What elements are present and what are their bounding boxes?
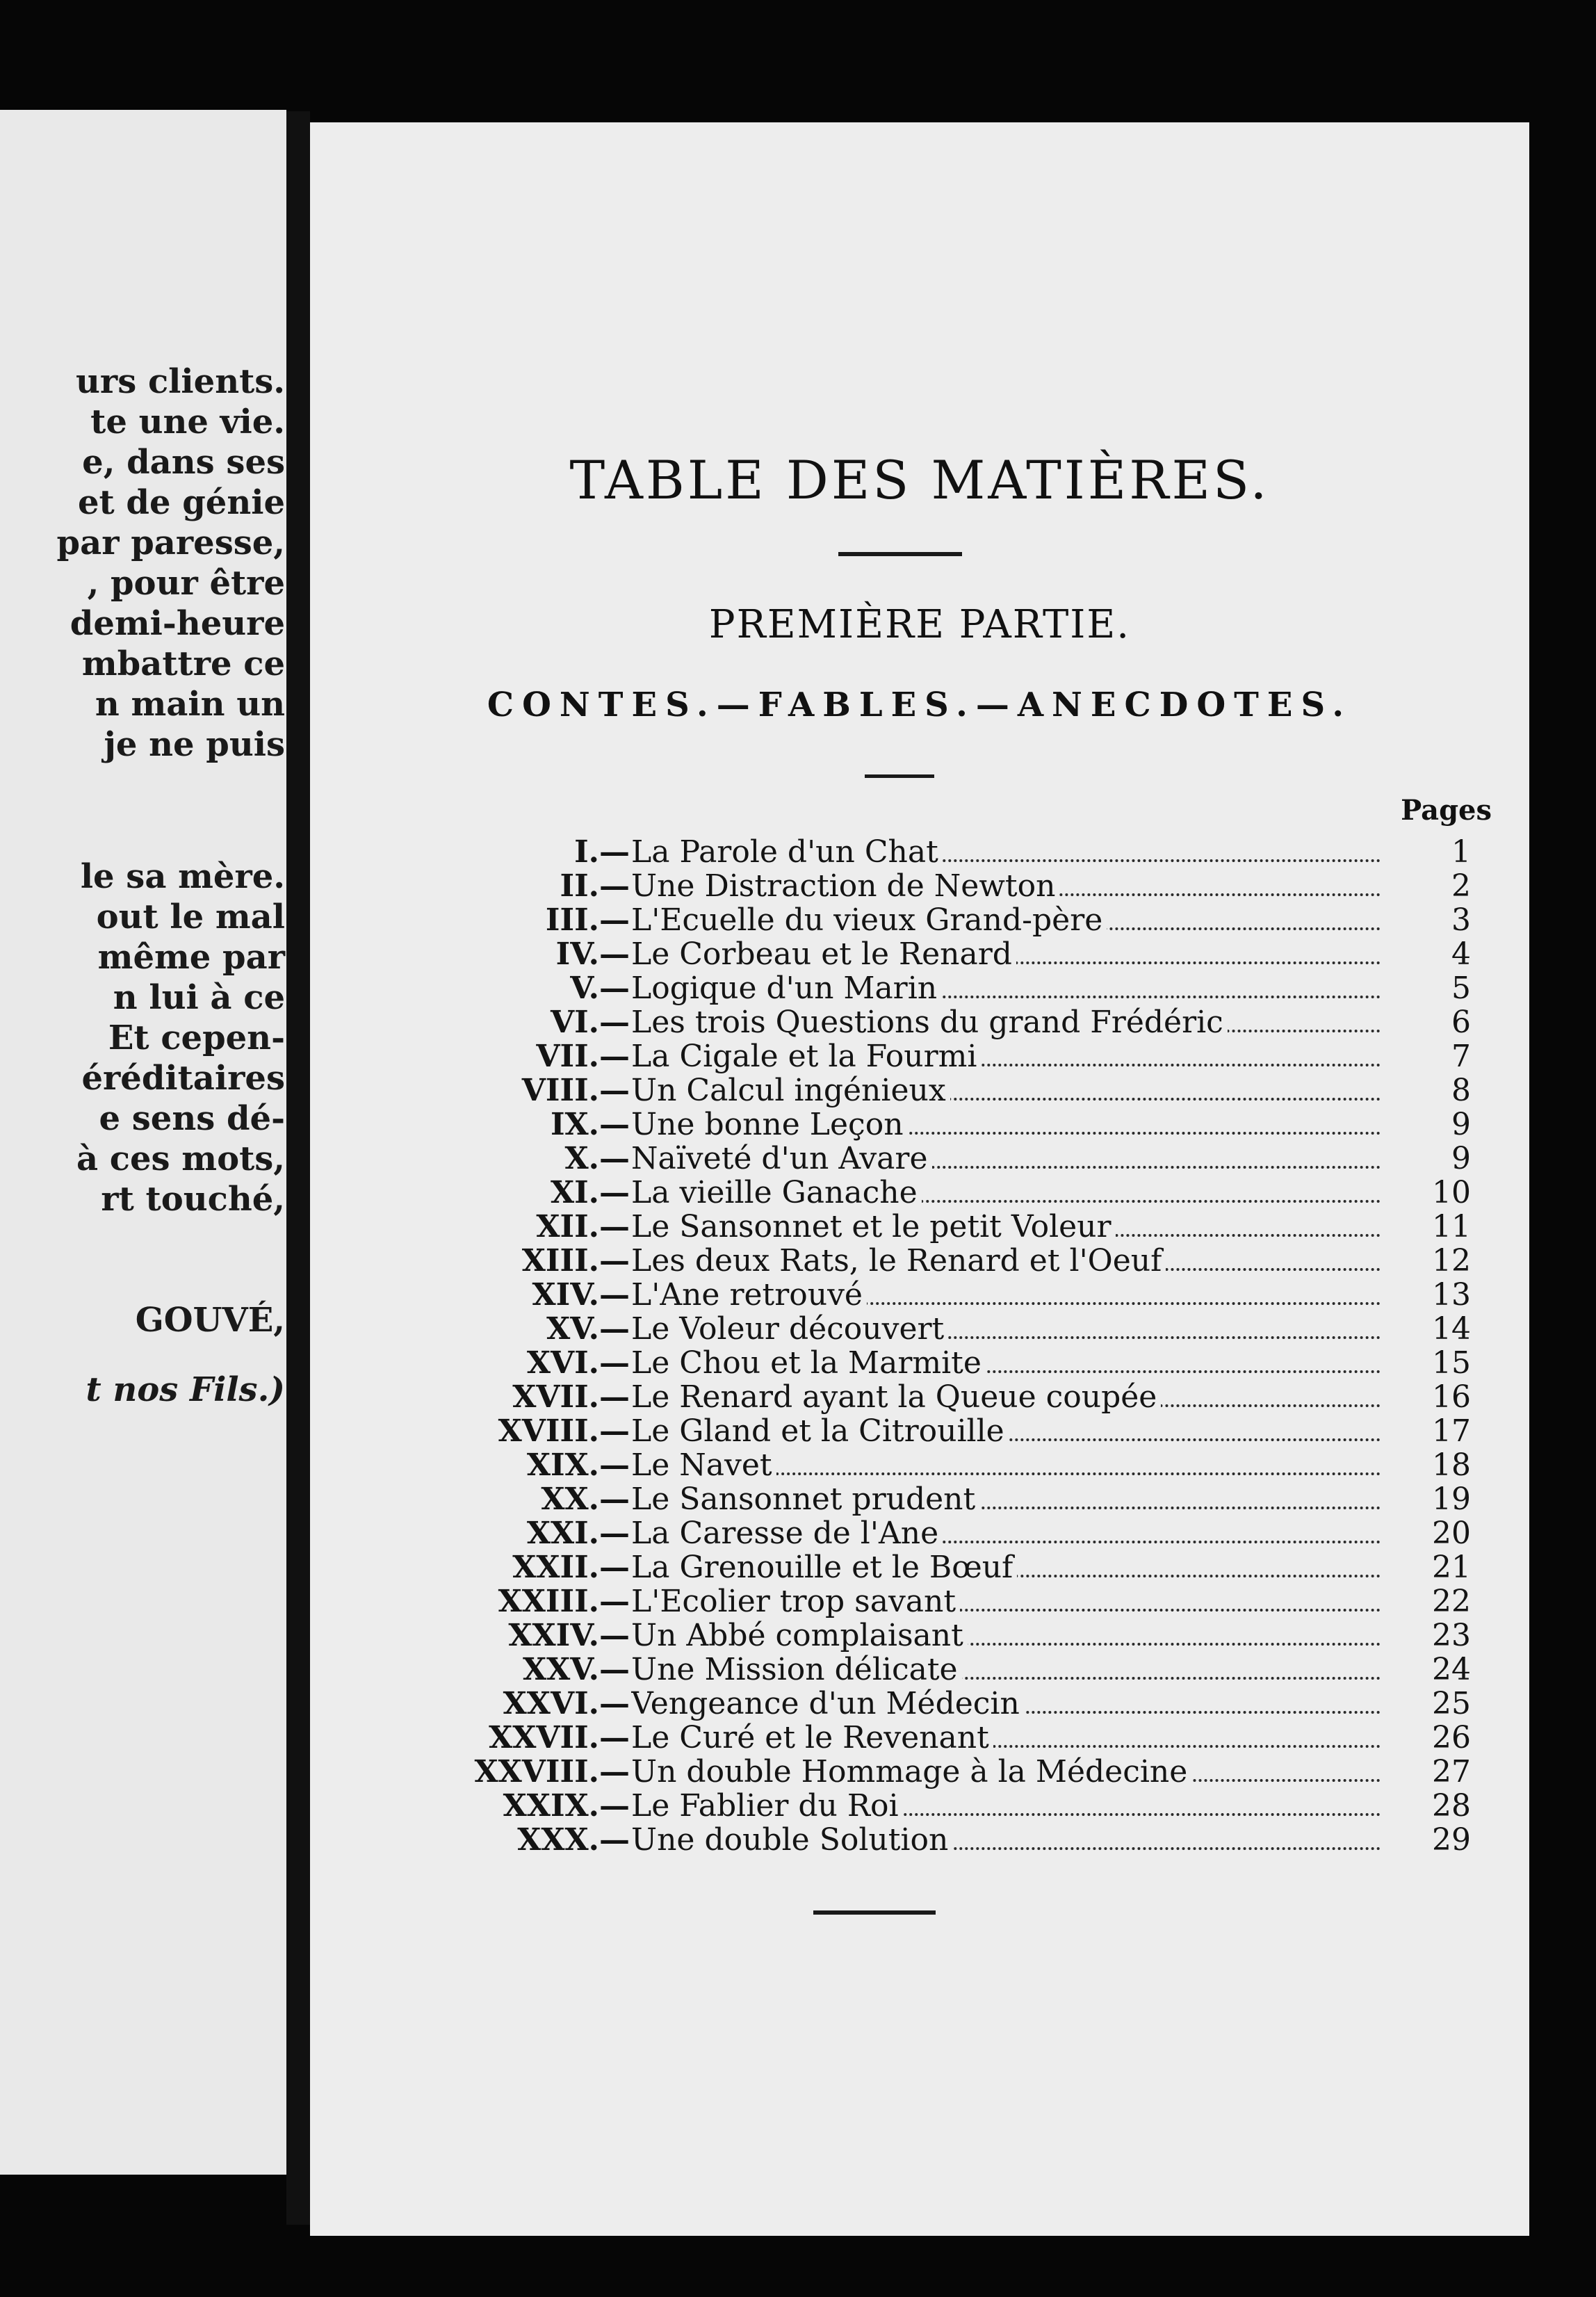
- toc-number: XXII.—: [512, 1550, 630, 1585]
- toc-row: [310, 1788, 1471, 1824]
- left-page: [0, 110, 286, 2175]
- toc-row: [310, 868, 1471, 904]
- toc-page-number: 4: [1451, 936, 1471, 972]
- toc-row: [310, 1345, 1471, 1381]
- left-page-line: à ces mots,: [76, 1139, 285, 1178]
- toc-row: [310, 936, 1471, 972]
- toc-page-number: 22: [1432, 1584, 1471, 1619]
- toc-entry-title: [631, 1551, 1381, 1584]
- toc-title-text: L'Ane retrouvé: [631, 1279, 867, 1312]
- toc-title-text: Le Sansonnet et le petit Voleur: [631, 1210, 1116, 1244]
- toc-number: XIX.—: [526, 1447, 630, 1483]
- toc-entry-title: [631, 938, 1381, 971]
- toc-entry-title: [631, 1006, 1381, 1039]
- toc-entry-title: [631, 1040, 1381, 1073]
- toc-page-number: 5: [1451, 971, 1471, 1006]
- toc-row: [310, 1584, 1471, 1619]
- toc-page-number: 21: [1432, 1550, 1471, 1585]
- toc-page-number: 19: [1432, 1482, 1471, 1517]
- toc-page-number: 2: [1451, 868, 1471, 904]
- toc-page-number: 14: [1432, 1311, 1471, 1347]
- left-page-line: même par: [97, 938, 285, 977]
- toc-title-text: Le Curé et le Revenant: [631, 1721, 993, 1755]
- toc-entry-title: [631, 1176, 1381, 1210]
- toc-number: XXVII.—: [489, 1720, 630, 1755]
- toc-entry-title: [631, 972, 1381, 1005]
- toc-entry-title: [631, 1824, 1381, 1857]
- toc-title-text: La Grenouille et le Bœuf: [631, 1551, 1017, 1584]
- toc-number: XIV.—: [532, 1277, 630, 1313]
- toc-number: XI.—: [550, 1175, 630, 1210]
- toc-title-text: Le Fablier du Roi: [631, 1789, 903, 1823]
- toc-title-text: Un Calcul ingénieux: [631, 1074, 950, 1107]
- toc-number: I.—: [574, 834, 630, 870]
- toc-number: XXIII.—: [498, 1584, 630, 1619]
- toc-row: [310, 1141, 1471, 1176]
- toc-entry-title: [631, 1210, 1381, 1244]
- toc-entry-title: [631, 1517, 1381, 1550]
- toc-row: [310, 1686, 1471, 1721]
- left-page-line: éréditaires: [81, 1059, 285, 1098]
- toc-page-number: 6: [1451, 1005, 1471, 1040]
- toc-entry-title: [631, 1687, 1381, 1721]
- toc-entry-title: [631, 904, 1381, 937]
- toc-entry-title: [631, 1721, 1381, 1755]
- toc-entry-title: [631, 1653, 1381, 1687]
- toc-page-number: 12: [1432, 1243, 1471, 1279]
- left-page-line: demi-heure: [70, 604, 285, 643]
- toc-title-text: Le Chou et la Marmite: [631, 1347, 986, 1380]
- toc-entry-title: [631, 1381, 1381, 1414]
- bottom-rule: [813, 1910, 936, 1915]
- toc-title-text: L'Ecolier trop savant: [631, 1585, 960, 1618]
- toc-title-text: La Cigale et la Fourmi: [631, 1040, 981, 1073]
- toc-row: [310, 1277, 1471, 1313]
- toc-row: [310, 1243, 1471, 1279]
- toc-row: [310, 902, 1471, 938]
- toc-title-text: Une double Solution: [631, 1824, 952, 1857]
- toc-number: VI.—: [550, 1005, 630, 1040]
- toc-row: [310, 1311, 1471, 1347]
- toc-row: [310, 1822, 1471, 1858]
- toc-number: XXVIII.—: [474, 1754, 630, 1789]
- toc-number: XV.—: [546, 1311, 630, 1347]
- toc-page-number: 9: [1451, 1141, 1471, 1176]
- book-gutter: [286, 111, 310, 2225]
- toc-page-number: 20: [1432, 1516, 1471, 1551]
- toc-number: XVI.—: [526, 1345, 630, 1381]
- left-page-line: le sa mère.: [80, 857, 285, 896]
- toc-page-number: 10: [1432, 1175, 1471, 1210]
- toc-page-number: 15: [1432, 1345, 1471, 1381]
- toc-page-number: 11: [1432, 1209, 1471, 1244]
- toc-page-number: 3: [1451, 902, 1471, 938]
- toc-title-text: Le Gland et la Citrouille: [631, 1415, 1009, 1448]
- toc-row: [310, 1209, 1471, 1244]
- left-page-line: out le mal: [96, 898, 285, 936]
- toc-row: [310, 1618, 1471, 1653]
- toc-number: XII.—: [536, 1209, 630, 1244]
- toc-title-text: Naïveté d'un Avare: [631, 1142, 932, 1176]
- right-page: [310, 122, 1529, 2236]
- toc-title-text: Le Sansonnet prudent: [631, 1483, 979, 1516]
- toc-page-number: 23: [1432, 1618, 1471, 1653]
- toc-entry-title: [631, 1244, 1381, 1278]
- toc-page-number: 24: [1432, 1652, 1471, 1687]
- toc-title-text: Une bonne Leçon: [631, 1108, 908, 1142]
- toc-title-text: Les trois Questions du grand Frédéric: [631, 1006, 1228, 1039]
- toc-row: [310, 1516, 1471, 1551]
- toc-number: XXVI.—: [503, 1686, 630, 1721]
- toc-number: XVII.—: [512, 1379, 630, 1415]
- toc-entry-title: [631, 1074, 1381, 1107]
- left-page-line: t nos Fils.): [86, 1370, 285, 1409]
- toc-number: IX.—: [550, 1107, 630, 1142]
- toc-number: XXIX.—: [503, 1788, 630, 1824]
- left-page-line: urs clients.: [76, 362, 285, 401]
- toc-title-text: Vengeance d'un Médecin: [631, 1687, 1024, 1721]
- toc-number: VIII.—: [521, 1073, 630, 1108]
- toc-number: XXX.—: [517, 1822, 630, 1858]
- toc-entry-title: [631, 1313, 1381, 1346]
- left-page-line: te une vie.: [90, 403, 285, 441]
- left-page-line: GOUVÉ,: [135, 1301, 285, 1340]
- toc-number: IV.—: [555, 936, 630, 972]
- toc-title-text: Le Corbeau et le Renard: [631, 938, 1016, 971]
- toc-title-text: Le Voleur découvert: [631, 1313, 948, 1346]
- toc-entry-title: [631, 1789, 1381, 1823]
- toc-number: II.—: [560, 868, 630, 904]
- toc-number: XXIV.—: [508, 1618, 630, 1653]
- toc-row: [310, 971, 1471, 1006]
- left-page-line: Et cepen-: [108, 1018, 285, 1057]
- left-page-line: mbattre ce: [81, 644, 285, 683]
- toc-row: [310, 1379, 1471, 1415]
- toc-title-text: La Parole d'un Chat: [631, 836, 943, 869]
- toc-row: [310, 1482, 1471, 1517]
- toc-entry-title: [631, 870, 1381, 903]
- toc-entry-title: [631, 1108, 1381, 1142]
- title-rule: [838, 552, 962, 556]
- toc-entry-title: [631, 1279, 1381, 1312]
- toc-entry-title: [631, 1142, 1381, 1176]
- toc-page-number: 1: [1451, 834, 1471, 870]
- left-page-line: je ne puis: [104, 725, 285, 764]
- toc-page-number: 8: [1451, 1073, 1471, 1108]
- toc-title-text: Le Renard ayant la Queue coupée: [631, 1381, 1161, 1414]
- toc-page-number: 25: [1432, 1686, 1471, 1721]
- toc-entry-title: [631, 1619, 1381, 1653]
- toc-title-text: Une Distraction de Newton: [631, 870, 1059, 903]
- toc-row: [310, 1175, 1471, 1210]
- left-page-line: e, dans ses: [82, 443, 285, 482]
- toc-number: VII.—: [536, 1039, 630, 1074]
- part-title: PREMIÈRE PARTIE.: [708, 602, 1131, 647]
- toc-row: [310, 1550, 1471, 1585]
- toc-entry-title: [631, 1415, 1381, 1448]
- toc-title-text: Un Abbé complaisant: [631, 1619, 968, 1653]
- pages-column-header: Pages: [1401, 794, 1492, 827]
- left-page-line: , pour être: [87, 564, 285, 603]
- toc-title-text: Logique d'un Marin: [631, 972, 941, 1005]
- left-page-line: et de génie: [77, 483, 285, 522]
- toc-entry-title: [631, 836, 1381, 869]
- toc-page-number: 18: [1432, 1447, 1471, 1483]
- toc-title-text: La Caresse de l'Ane: [631, 1517, 943, 1550]
- page-title: TABLE DES MATIÈRES.: [569, 449, 1270, 511]
- toc-page-number: 13: [1432, 1277, 1471, 1313]
- toc-row: [310, 1073, 1471, 1108]
- toc-page-number: 17: [1432, 1413, 1471, 1449]
- toc-number: III.—: [545, 902, 630, 938]
- toc-page-number: 7: [1451, 1039, 1471, 1074]
- toc-page-number: 26: [1432, 1720, 1471, 1755]
- left-page-line: e sens dé-: [99, 1099, 285, 1138]
- left-page-line: par paresse,: [56, 523, 285, 562]
- toc-row: [310, 834, 1471, 870]
- toc-number: XVIII.—: [498, 1413, 630, 1449]
- toc-page-number: 16: [1432, 1379, 1471, 1415]
- toc-title-text: L'Ecuelle du vieux Grand-père: [631, 904, 1107, 937]
- toc-entry-title: [631, 1347, 1381, 1380]
- toc-row: [310, 1754, 1471, 1789]
- toc-title-text: Une Mission délicate: [631, 1653, 962, 1687]
- toc-row: [310, 1447, 1471, 1483]
- toc-page-number: 29: [1432, 1822, 1471, 1858]
- toc-number: XX.—: [541, 1482, 630, 1517]
- left-page-line: n lui à ce: [113, 978, 285, 1017]
- left-page-line: n main un: [95, 685, 285, 724]
- toc-page-number: 9: [1451, 1107, 1471, 1142]
- left-page-line: rt touché,: [101, 1180, 285, 1219]
- toc-entry-title: [631, 1483, 1381, 1516]
- toc-number: X.—: [564, 1141, 630, 1176]
- subtitle-rule: [865, 774, 934, 778]
- toc-title-text: Un double Hommage à la Médecine: [631, 1755, 1191, 1789]
- toc-title-text: La vieille Ganache: [631, 1176, 922, 1210]
- toc-number: XIII.—: [521, 1243, 630, 1279]
- toc-row: [310, 1720, 1471, 1755]
- toc-row: [310, 1039, 1471, 1074]
- toc-number: XXV.—: [522, 1652, 630, 1687]
- toc-row: [310, 1005, 1471, 1040]
- toc-page-number: 28: [1432, 1788, 1471, 1824]
- toc-number: V.—: [570, 971, 630, 1006]
- toc-entry-title: [631, 1755, 1381, 1789]
- toc-row: [310, 1107, 1471, 1142]
- toc-row: [310, 1413, 1471, 1449]
- toc-title-text: Les deux Rats, le Renard et l'Oeuf: [631, 1244, 1166, 1278]
- section-subtitle: CONTES.—FABLES.—ANECDOTES.: [487, 685, 1353, 724]
- toc-page-number: 27: [1432, 1754, 1471, 1789]
- toc-number: XXI.—: [526, 1516, 630, 1551]
- toc-entry-title: [631, 1585, 1381, 1618]
- toc-title-text: Le Navet: [631, 1449, 776, 1482]
- toc-row: [310, 1652, 1471, 1687]
- toc-entry-title: [631, 1449, 1381, 1482]
